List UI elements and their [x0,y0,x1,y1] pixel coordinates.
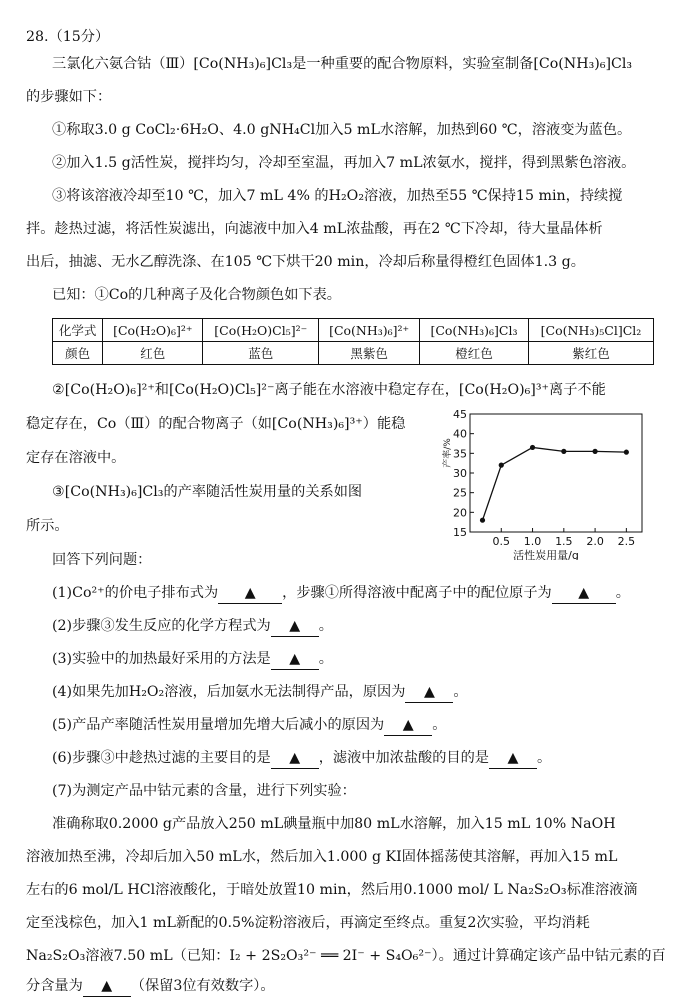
q1-text-b: ，步骤①所得溶液中配离子中的配位原子为 [282,585,552,601]
y-tick-label: 20 [453,506,467,520]
question-6 [52,748,551,769]
q3-text-a: (3)实验中的加热最好采用的方法是 [52,651,271,667]
table-cell: [Co(NH₃)₆]Cl₃ [419,319,528,342]
q7-paragraph-line-1: 准确称取0.2000 g产品放入250 mL碘量瓶中加80 mL水溶解，加入15 mL 10% NaOH [52,816,616,832]
y-tick-label: 45 [453,408,467,421]
q4-text-a: (4)如果先加H₂O₂溶液，后加氨水无法制得产品，原因为 [52,684,406,700]
question-4 [52,682,468,703]
data-point [480,518,485,523]
question-7: (7)为测定产品中钴元素的含量，进行下列实验： [52,783,356,799]
step-1: ①称取3.0 g CoCl₂·6H₂O、4.0 gNH₄Cl加入5 mL水溶解，加热到60 ℃，溶液变为蓝色。 [52,122,632,138]
answer-blank-2[interactable]: ▲ [271,616,319,637]
data-point [530,445,535,450]
answer-blank-1a[interactable]: ▲ [218,583,282,604]
table-cell: 蓝色 [203,342,319,365]
q7-paragraph-line-6 [26,976,275,997]
q6-text-a: (6)步骤③中趁热过滤的主要目的是 [52,750,271,766]
answer-blank-1b[interactable]: ▲ [552,583,616,604]
y-axis-label: 产率/% [443,438,453,468]
x-tick-label: 2.5 [617,535,636,548]
table-cell: [Co(NH₃)₅Cl]Cl₂ [528,319,653,342]
step-3-line-1: ③将该溶液冷却至10 ℃，加入7 mL 4% 的H₂O₂溶液，加热至55 ℃保持15 min，持续搅 [52,188,623,204]
data-point [561,449,566,454]
y-tick-label: 35 [453,447,467,461]
color-table [52,318,654,365]
table-cell: [Co(NH₃)₆]²⁺ [319,319,420,342]
known-1: 已知：①Co的几种离子及化合物颜色如下表。 [52,287,341,303]
table-cell: [Co(H₂O)₆]²⁺ [103,319,203,342]
q3-text-b: 。 [318,651,333,667]
known-3-line-1: ③[Co(NH₃)₆]Cl₃的产率随活性炭用量的关系如图 [52,484,363,500]
table-cell: 化学式 [53,319,103,342]
q5-text-a: (5)产品产率随活性炭用量增加先增大后减小的原因为 [52,717,385,733]
table-cell: 颜色 [53,342,103,365]
table-row [53,342,654,365]
question-header: 28.（15分） [26,29,110,45]
table-cell: 红色 [103,342,203,365]
answer-blank-7[interactable]: ▲ [83,976,131,997]
y-tick-label: 30 [453,467,467,480]
question-2 [52,616,333,637]
q4-text-b: 。 [453,684,468,700]
x-axis-label: 活性炭用量/g [513,549,579,560]
answer-blank-3[interactable]: ▲ [271,649,319,670]
series-line [483,447,627,520]
intro-line-2: 的步骤如下： [26,89,112,105]
table-cell: 橙红色 [419,342,528,365]
x-tick-label: 1.5 [555,535,573,548]
answer-blank-5[interactable]: ▲ [384,715,432,736]
q7-text-a: 分含量为 [26,978,83,994]
q6-text-b: ，滤液中加浓盐酸的目的是 [318,750,489,766]
q2-text-b: 。 [318,618,333,634]
question-3 [52,649,333,670]
q2-text-a: (2)步骤③发生反应的化学方程式为 [52,618,271,634]
y-tick-label: 40 [453,427,467,441]
y-tick-label: 15 [453,526,467,539]
yield-chart [440,404,648,560]
table-cell: [Co(H₂O)Cl₅]²⁻ [203,319,319,342]
q7-paragraph-line-5: Na₂S₂O₃溶液7.50 mL（已知：I₂ + 2S₂O₃²⁻ ══ 2I⁻ + S₄O₆²⁻）。通过计算确定该产品中钴元素的百 [26,948,666,964]
y-tick-label: 25 [453,486,467,500]
known-2-line-2: 稳定存在，Co（Ⅲ）的配合物离子（如[Co(NH₃)₆]³⁺）能稳 [26,416,406,432]
question-5 [52,715,446,736]
x-tick-label: 2.0 [586,535,604,548]
data-point [592,449,597,454]
step-2: ②加入1.5 g活性炭，搅拌均匀，冷却至室温，再加入7 mL浓氨水，搅拌，得到黑紫色溶液。 [52,155,636,171]
known-2-line-1: ②[Co(H₂O)₆]²⁺和[Co(H₂O)Cl₅]²⁻离子能在水溶液中稳定存在，[Co(H₂O)₆]³⁺离子不能 [52,382,606,398]
q7-paragraph-line-2: 溶液加热至沸，冷却后加入50 mL水，然后加入1.000 g KI固体摇荡使其溶解，再加入15 mL [26,849,618,865]
answer-prompt: 回答下列问题： [52,552,152,568]
step-3-line-3: 出后，抽滤、无水乙醇洗涤、在105 ℃下烘干20 min，冷却后称量得橙红色固体1.3 g。 [26,254,585,270]
q1-text-c: 。 [615,585,630,601]
x-tick-label: 0.5 [492,535,511,548]
table-row [53,319,654,342]
q7-text-b: （保留3位有效数字）。 [130,978,275,994]
intro-line-1: 三氯化六氨合钴（Ⅲ）[Co(NH₃)₆]Cl₃是一种重要的配合物原料，实验室制备[Co(NH₃)₆]Cl₃ [52,56,633,72]
table-cell: 黑紫色 [319,342,420,365]
table-cell: 紫红色 [528,342,653,365]
answer-blank-4[interactable]: ▲ [405,682,453,703]
q6-text-c: 。 [537,750,552,766]
plot-frame [470,414,642,532]
data-point [499,463,504,468]
q7-paragraph-line-3: 左右的6 mol/L HCl溶液酸化，于暗处放置10 min，然后用0.1000 mol/ L Na₂S₂O₃标准溶液滴 [26,882,638,898]
q1-text-a: (1)Co²⁺的价电子排布式为 [52,585,219,601]
answer-blank-6b[interactable]: ▲ [489,748,537,769]
known-3-line-2: 所示。 [26,518,69,534]
x-tick-label: 1.0 [523,535,542,548]
q5-text-b: 。 [432,717,447,733]
step-3-line-2: 拌。趁热过滤，将活性炭滤出，向滤液中加入4 mL浓盐酸，再在2 ℃下冷却，待大量晶体析 [26,221,603,237]
known-2-line-3: 定存在溶液中。 [26,450,126,466]
data-point [624,450,629,455]
answer-blank-6a[interactable]: ▲ [271,748,319,769]
q7-paragraph-line-4: 定至浅棕色，加入1 mL新配的0.5%淀粉溶液后，再滴定至终点。重复2次实验，平均消耗 [26,915,590,931]
question-1 [52,583,630,604]
